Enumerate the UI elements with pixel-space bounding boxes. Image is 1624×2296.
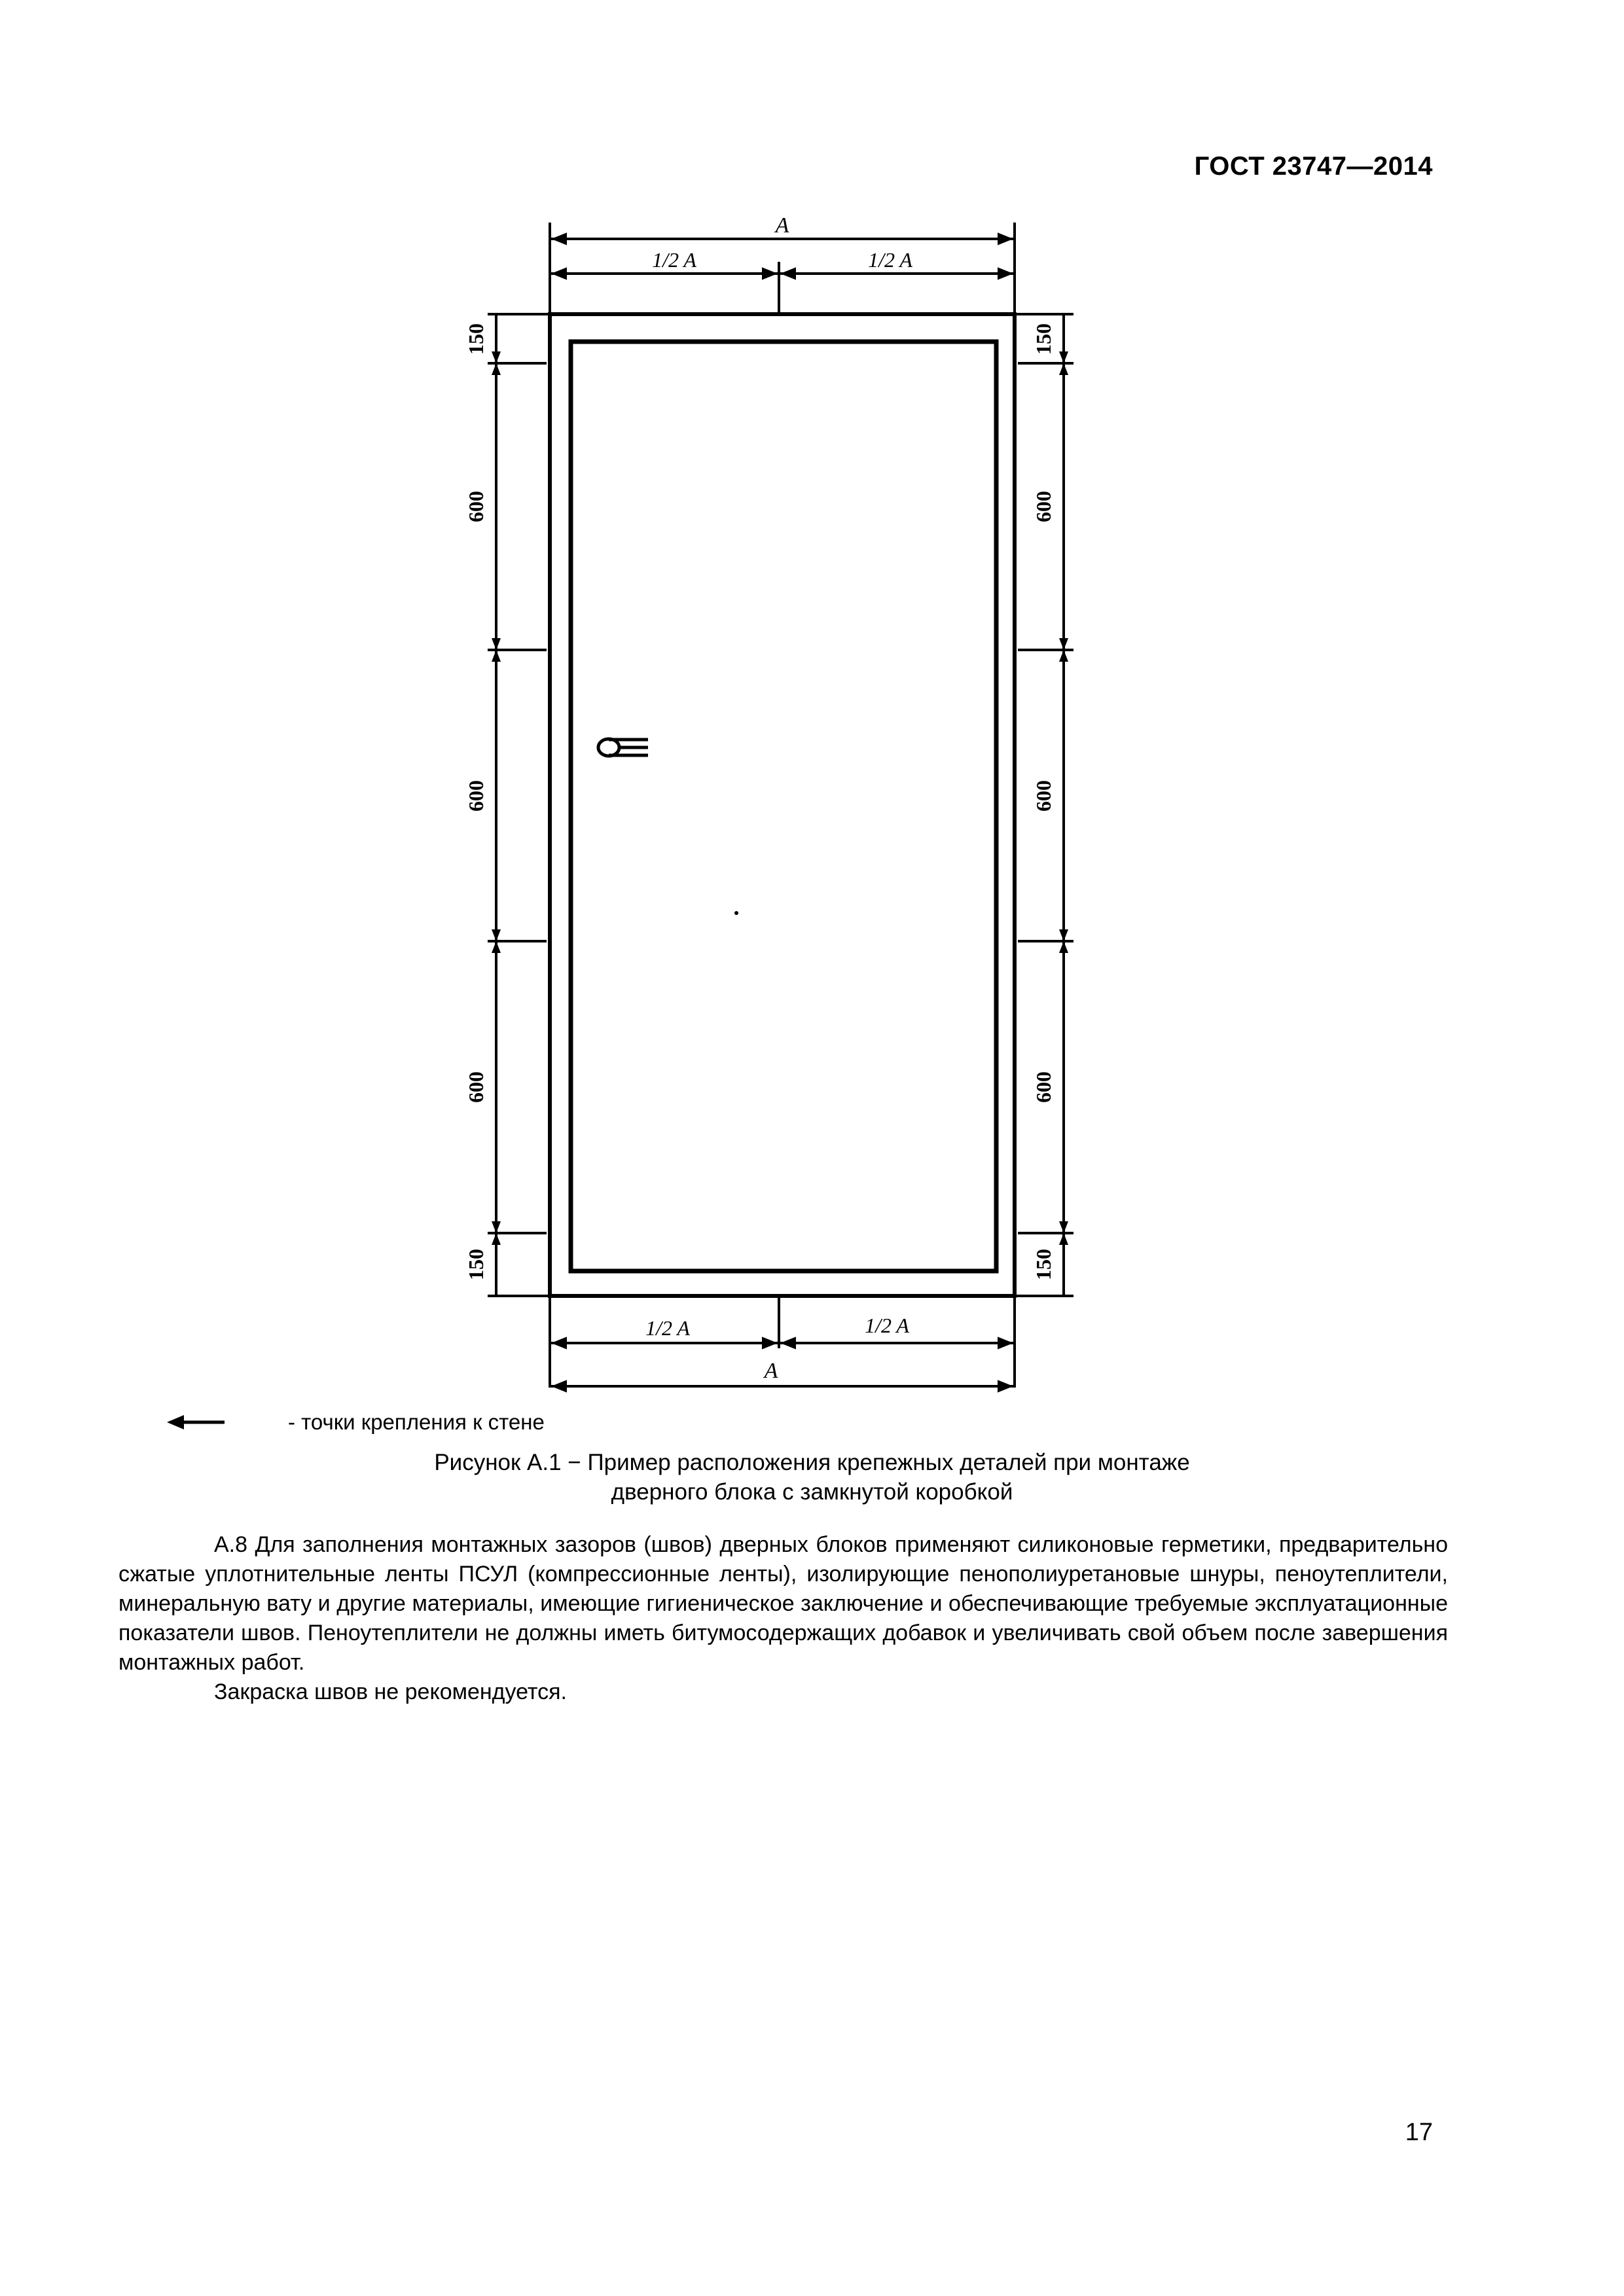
body-text — [118, 1530, 1448, 1707]
dim-label-bottom-half-right: 1/2 A — [865, 1314, 909, 1337]
dim-right-segment-3: 600 — [1032, 1071, 1055, 1103]
dim-right-bottom-gap: 150 — [1032, 1249, 1055, 1280]
caption-line-1: Рисунок А.1 − Пример расположения крепежных деталей при монтаже — [434, 1450, 1190, 1475]
door-leaf — [571, 342, 996, 1271]
door-frame-outer — [550, 314, 1015, 1296]
dim-label-top-total: A — [775, 213, 789, 238]
dim-right-segment-2: 600 — [1032, 780, 1055, 812]
figure-caption — [0, 1448, 1624, 1507]
legend-text: - точки крепления к стене — [288, 1410, 545, 1434]
dim-left-top-gap: 150 — [464, 323, 488, 355]
leaf-center-dot — [734, 911, 738, 915]
dim-label-top-half-right: 1/2 A — [868, 248, 912, 272]
fixing-point-arrow-icon — [167, 1412, 226, 1432]
page-number: 17 — [1405, 2119, 1433, 2146]
dim-label-bottom-total: A — [764, 1359, 778, 1383]
dim-left-bottom-gap: 150 — [464, 1249, 488, 1280]
dim-left-segment-3: 600 — [464, 1071, 488, 1103]
dim-left-segment-2: 600 — [464, 780, 488, 812]
figure-legend — [167, 1406, 545, 1439]
dim-right-top-gap: 150 — [1032, 323, 1055, 355]
paragraph-seams: Закраска швов не рекомендуется. — [214, 1679, 567, 1704]
dim-left-segment-1: 600 — [464, 491, 488, 522]
dim-label-top-half-left: 1/2 A — [652, 248, 696, 272]
dim-right-segment-1: 600 — [1032, 491, 1055, 522]
caption-line-2: дверного блока с замкнутой коробкой — [611, 1479, 1013, 1505]
standard-header: ГОСТ 23747—2014 — [1194, 152, 1433, 181]
door-handle-icon — [598, 739, 648, 756]
dim-label-bottom-half-left: 1/2 A — [645, 1316, 690, 1340]
paragraph-a8: А.8 Для заполнения монтажных зазоров (швов) дверных блоков применяют силиконовые герметики, предварительно сжатые уплотнительные ленты ПСУЛ (компрессионные ленты), изолирующие пенополиуретановые шнуры, пеноутеплители, минеральную вату и другие материалы, имеющие гигиеническое заключение и обеспечивающие требуемые эксплуатационные показатели швов. Пеноутеплители не должны иметь битумосодержащих добавок и увеличивать свой объем после завершения монтажных работ. — [118, 1532, 1448, 1675]
